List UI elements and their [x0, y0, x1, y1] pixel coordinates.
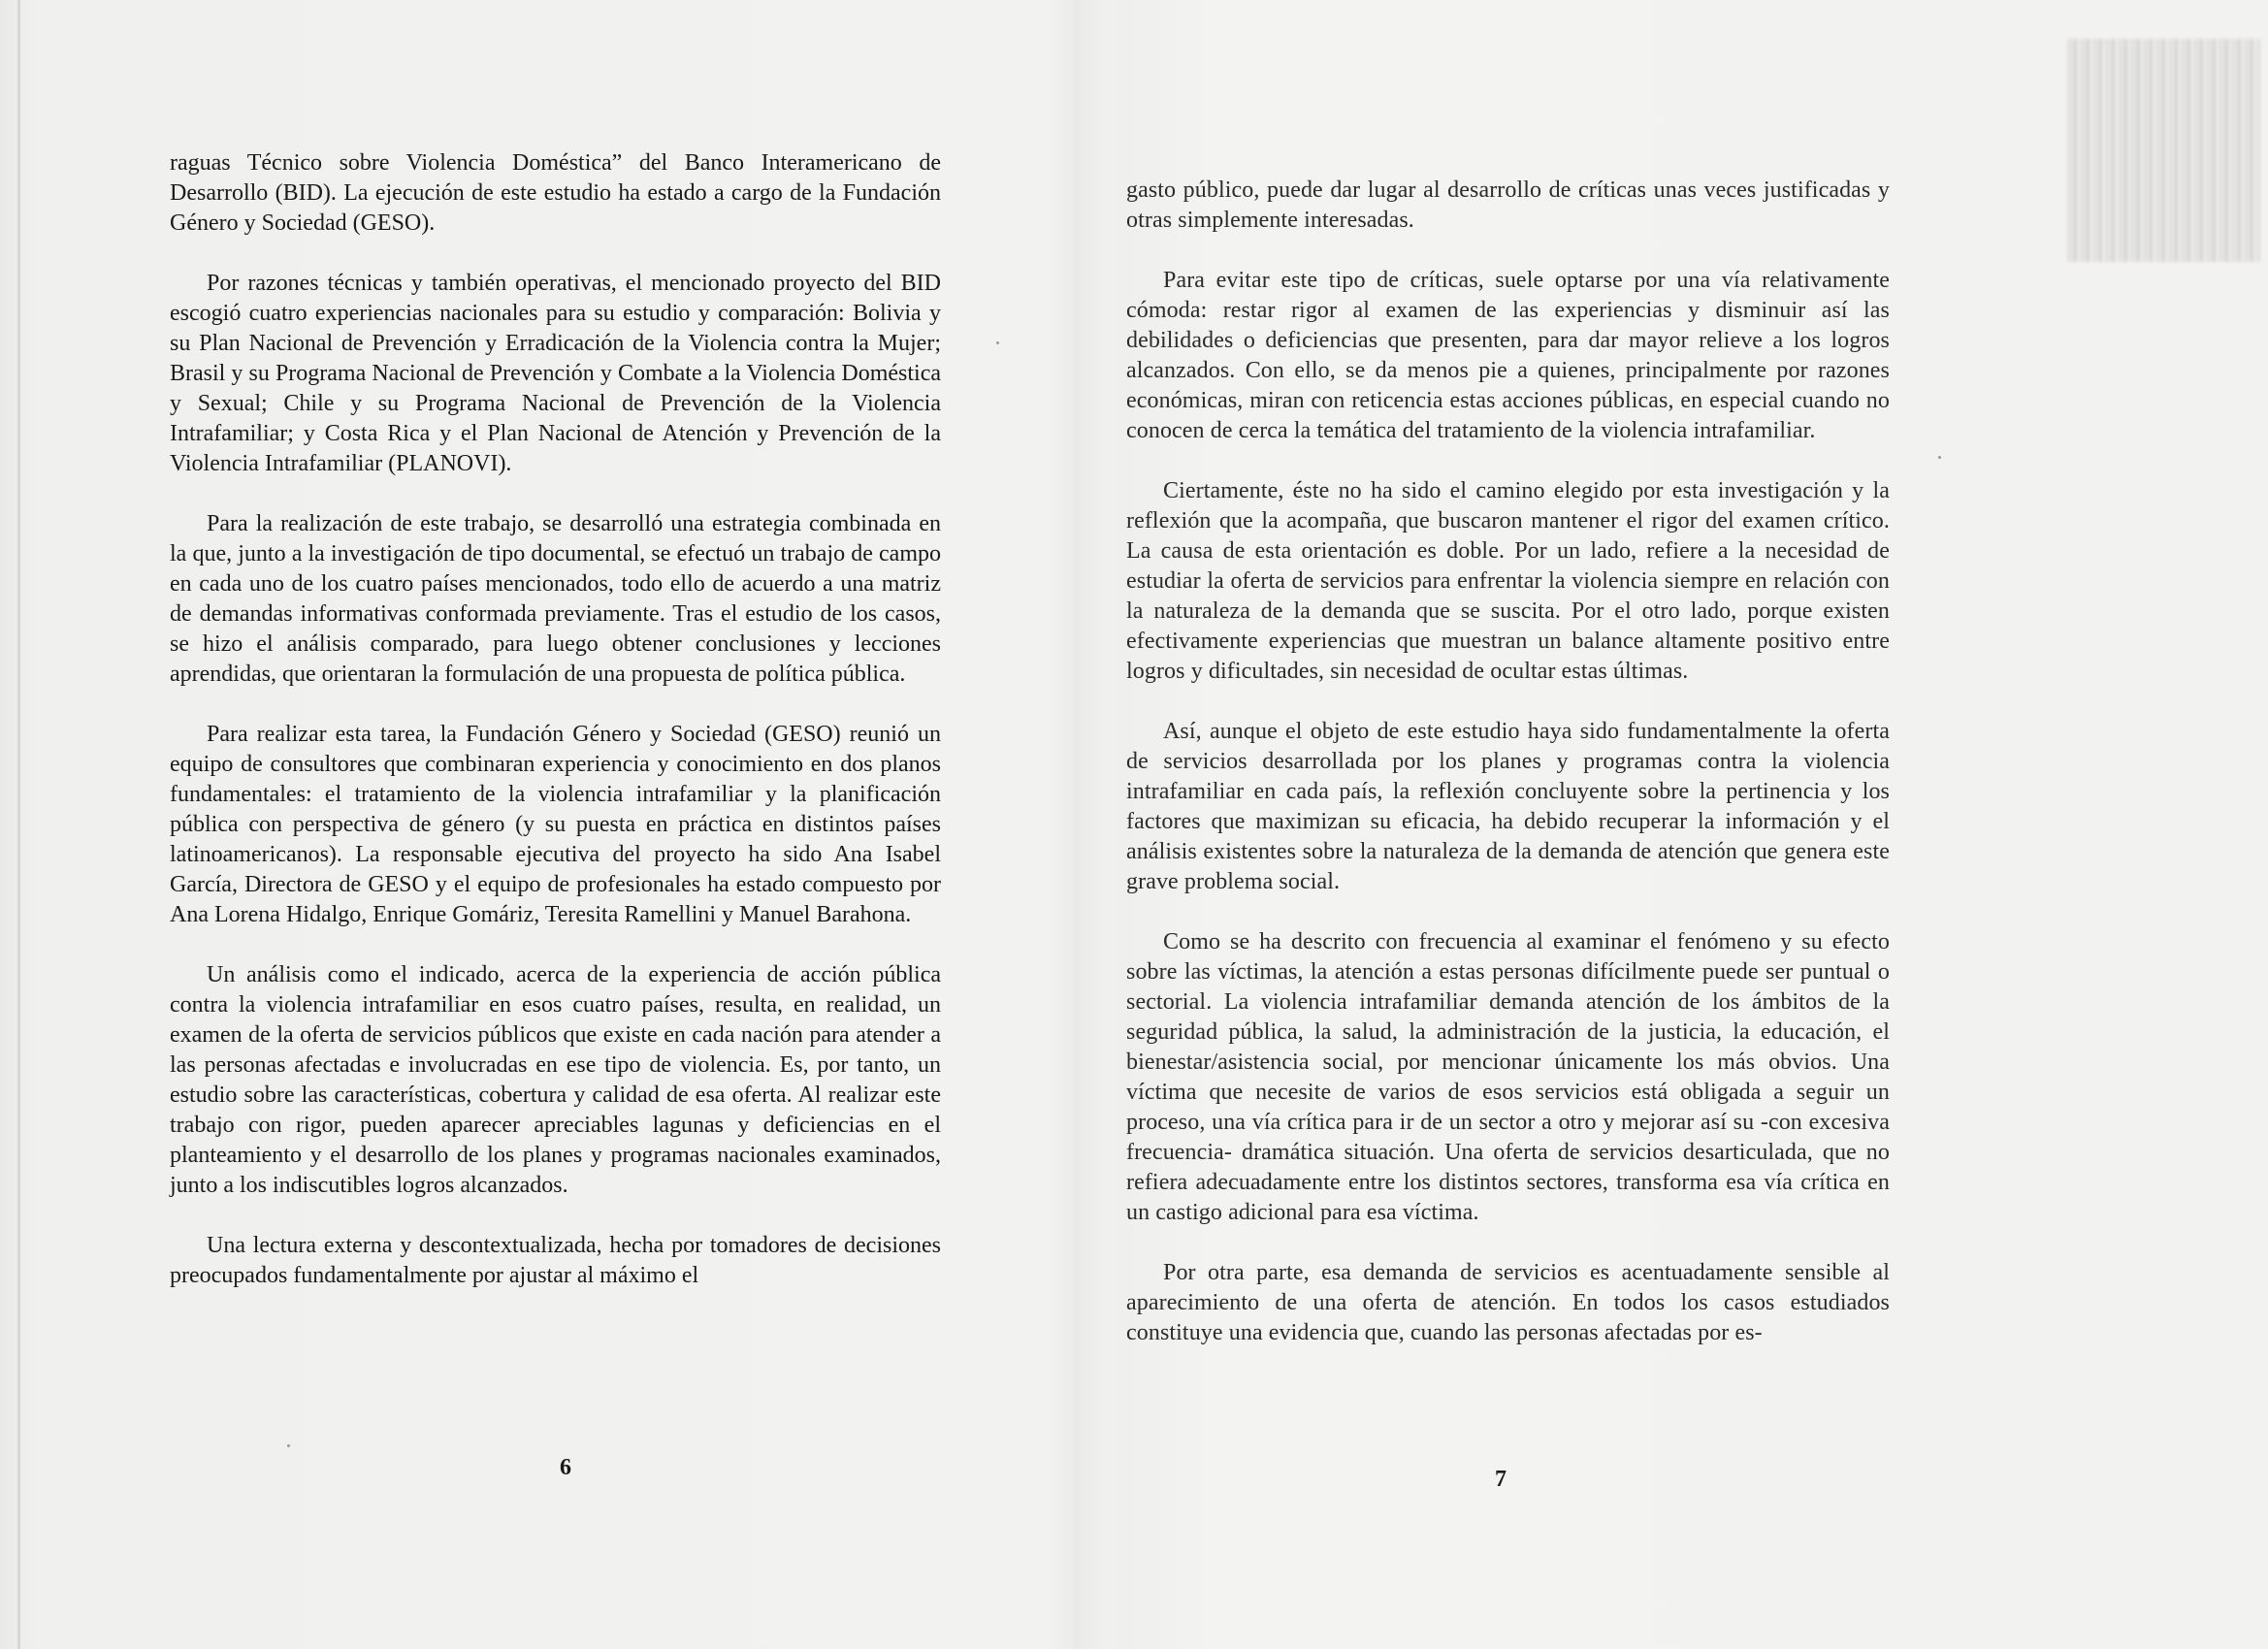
right-page — [1086, 0, 2268, 1649]
paragraph: Por razones técnicas y también operativas, el mencionado proyecto del BID escogió cuatro experiencias nacionales para su estudio y comparación: Bolivia y su Plan Nacional de Prevención y Erradicación de la Violencia contra la Mujer; Brasil y su Programa Nacional de Prevención y Combate a la Violencia Doméstica y Sexual; Chile y su Programa Nacional de Prevención de la Violencia Intrafamiliar; y Costa Rica y el Plan Nacional de Atención y Prevención de la Violencia Intrafamiliar (PLANOVI). — [170, 271, 941, 476]
paragraph: Para la realización de este trabajo, se desarrolló una estrategia combinada en la que, junto a la investigación de tipo documental, se efectuó un trabajo de campo en cada uno de los cuatro países mencionados, todo ello de acuerdo a una matriz de demandas informativas conformada previamente. Tras el estudio de los casos, se hizo el análisis comparado, para luego obtener conclusiones y lecciones aprendidas, que orientaran la formulación de una propuesta de política pública. — [170, 511, 941, 687]
left-page — [0, 0, 1086, 1649]
paragraph: Una lectura externa y descontextualizada, hecha por tomadores de decisiones preocupados fundamentalmente por ajustar al máximo el — [170, 1233, 941, 1288]
paragraph: raguas Técnico sobre Violencia Doméstica” del Banco Interamericano de Desarrollo (BID). La ejecución de este estudio ha estado a cargo de la Fundación Género y Sociedad (GESO). — [170, 150, 941, 236]
paragraph: Ciertamente, éste no ha sido el camino elegido por esta investigación y la reflexión que la acompaña, que buscaron mantener el rigor del examen crítico. La causa de esta orientación es doble. Por un lado, refiere a la necesidad de estudiar la oferta de servicios para enfrentar la violencia siempre en relación con la naturaleza de la demanda que se suscita. Por el otro lado, porque existen efectivamente experiencias que muestran un balance altamente positivo entre logros y dificultades, sin necesidad de ocultar estas últimas. — [1126, 478, 1890, 684]
scan-speck — [996, 341, 999, 344]
paragraph: gasto público, puede dar lugar al desarrollo de críticas unas veces justificadas y otras simplemente interesadas. — [1126, 178, 1890, 233]
paragraph: Así, aunque el objeto de este estudio haya sido fundamentalmente la oferta de servicios desarrollada por los planes y programas contra la violencia intrafamiliar en cada país, la reflexión concluyente sobre la pertinencia y los factores que maximizan su eficacia, ha debido recuperar la información y el análisis existentes sobre la naturaleza de la demanda de atención que genera este grave problema social. — [1126, 719, 1890, 894]
scan-speck — [1938, 456, 1941, 459]
paragraph: Por otra parte, esa demanda de servicios es acentuadamente sensible al aparecimiento de una oferta de atención. En todos los casos estudiados constituye una evidencia que, cuando las personas afectadas por es- — [1126, 1260, 1890, 1345]
paragraph: Como se ha descrito con frecuencia al examinar el fenómeno y su efecto sobre las víctimas, la atención a estas personas difícilmente puede ser puntual o sectorial. La violencia intrafamiliar demanda atención de los ámbitos de la seguridad pública, la salud, la administración de la justicia, la educación, el bienestar/asistencia social, por mencionar únicamente los más obvios. Una víctima que necesite de varios de esos servicios está obligada a seguir un proceso, una vía crítica para ir de un sector a otro y mejorar así su -con excesiva frecuencia- dramática situación. Una oferta de servicios desarticulada, que no refiera adecuadamente entre los distintos sectores, transforma esa vía crítica en un castigo adicional para esa víctima. — [1126, 929, 1890, 1225]
scan-speck — [287, 1444, 290, 1447]
paragraph: Un análisis como el indicado, acerca de la experiencia de acción pública contra la violencia intrafamiliar en esos cuatro países, resulta, en realidad, un examen de la oferta de servicios públicos que existe en cada nación para atender a las personas afectadas e involucradas en ese tipo de violencia. Es, por tanto, un estudio sobre las características, cobertura y calidad de esa oferta. Al realizar este trabajo con rigor, pueden aparecer apreciables lagunas y deficiencias en el planteamiento y el desarrollo de los planes y programas nacionales examinados, junto a los indiscutibles logros alcanzados. — [170, 962, 941, 1198]
paragraph: Para realizar esta tarea, la Fundación Género y Sociedad (GESO) reunió un equipo de consultores que combinaran experiencia y conocimiento en dos planos fundamentales: el tratamiento de la violencia intrafamiliar y la planificación pública con perspectiva de género (y su puesta en práctica en distintos países latinoamericanos). La responsable ejecutiva del proyecto ha sido Ana Isabel García, Directora de GESO y el equipo de profesionales ha estado compuesto por Ana Lorena Hidalgo, Enrique Gomáriz, Teresita Ramellini y Manuel Barahona. — [170, 722, 941, 927]
right-page-text — [1126, 176, 1890, 1348]
page-number-left: 6 — [560, 1455, 571, 1480]
page-number-right: 7 — [1495, 1467, 1507, 1492]
paragraph: Para evitar este tipo de críticas, suele optarse por una vía relativamente cómoda: restar rigor al examen de las experiencias y disminuir así las debilidades o deficiencias que presenten, para dar mayor relieve a los logros alcanzados. Con ello, se da menos pie a quienes, principalmente por razones económicas, miran con reticencia estas acciones públicas, en especial cuando no conocen de cerca la temática del tratamiento de la violencia intrafamiliar. — [1126, 268, 1890, 443]
left-page-text — [170, 148, 941, 1291]
